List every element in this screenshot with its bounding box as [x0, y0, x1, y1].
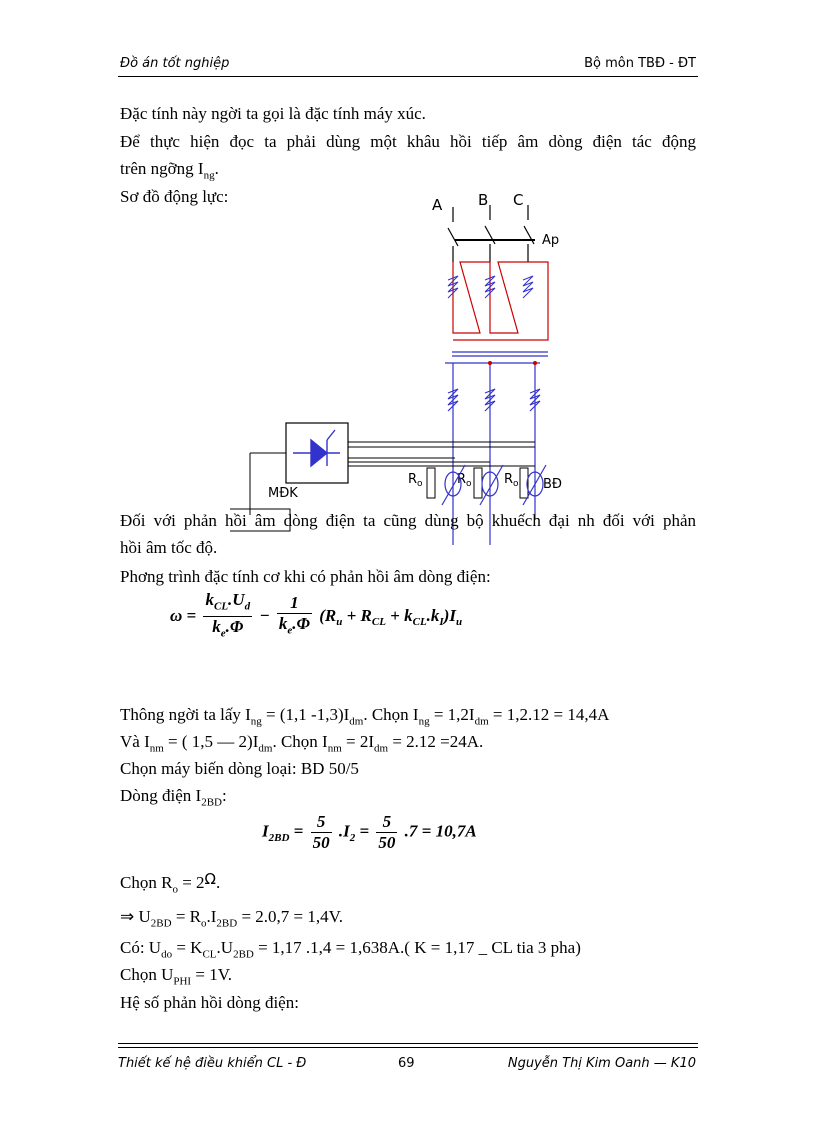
calc-line-4: Dòng điện $I_{2BD}$: [120, 786, 227, 809]
calc-line-3: Chọn máy biến dòng loại: BD 50/5 [120, 759, 359, 778]
calc-line-8: Chọn $U_{PHI} = 1V$. [120, 965, 233, 988]
formula-i2bd: $I_{2BD}$ = $\frac{5}{50}$ $.I_2$ = $\frac{5}{50}$ .7 = 10,7A [262, 812, 477, 852]
ct-label: BĐ [543, 477, 562, 492]
footer-rule-bottom [118, 1047, 698, 1048]
text-line-1: Đặc tính này ngời ta gọi là đặc tính máy xúc. [120, 104, 426, 123]
phase-a-label: A [432, 196, 443, 214]
breaker-label: Ap [542, 233, 560, 248]
header-right: Bộ môn TBĐ - ĐT [584, 56, 696, 71]
text-line-2: Để thực hiện đọc ta phải dùng một khâu hồi tiếp âm dòng điện tác động [120, 132, 696, 151]
text-line-3: trên ngỡng $I_{ng}$. [120, 159, 219, 182]
header-rule [118, 76, 698, 77]
transformer-primary [453, 262, 548, 340]
text-line-4: Sơ đồ động lực: [120, 187, 229, 206]
text-line-6: hồi âm tốc độ. [120, 538, 218, 557]
header-left: Đồ án tốt nghiệp [120, 56, 230, 71]
phase-c-label: C [513, 191, 524, 209]
power-circuit-diagram [230, 185, 590, 545]
resistor-label-2: $R_o$ [457, 472, 472, 489]
phase-b-label: B [478, 191, 489, 209]
calc-line-5: Chọn $R_o = 2\Omega$. [120, 870, 221, 896]
formula-characteristic: ω = $\frac{k_{CL}.U_d}{k_e.\Phi}$ − $\frac{1}{k_e.\Phi}$ $(R_u + R_{CL} + k_{CL}.k_I)I_u$ [170, 590, 463, 640]
calc-line-9: Hệ số phản hồi dòng điện: [120, 993, 299, 1012]
calc-line-7: Có: $U_{do} = K_{CL}.U_{2BD} = 1,17$ .1,4 = 1,638A.( K = 1,17 _ CL tia 3 pha) [120, 938, 581, 961]
footer-right: Nguyễn Thị Kim Oanh — K10 [507, 1056, 696, 1071]
calc-line-2: Và $I_{nm}$ = ( 1,5 — $2)I_{dm}$. Chọn $I_{nm} = 2I_{dm} = 2.12 =24A$. [120, 732, 484, 755]
text-line-7: Phơng trình đặc tính cơ khi có phản hồi âm dòng điện: [120, 567, 491, 586]
text-line-5: Đối với phản hồi âm dòng điện ta cũng dùng bộ khuếch đại nh đối với phản [120, 511, 696, 530]
resistor-label-3: $R_o$ [504, 472, 519, 489]
calc-line-1: Thông ngời ta lấy $I_{ng} = (1,1$ $-1,3)I_{dm}$. Chọn $I_{ng} = 1,2I_{dm} = 1,2.12 = 14,4A$ [120, 705, 610, 728]
footer-left: Thiết kế hệ điều khiển CL - Đ [118, 1056, 307, 1071]
resistor-label-1: $R_o$ [408, 472, 423, 489]
page-number: 69 [398, 1056, 415, 1071]
controller-label: MĐK [268, 486, 298, 501]
footer-rule-top [118, 1043, 698, 1044]
calc-line-6: ⇒ $U_{2BD} = R_o.I_{2BD} = 2.0,7 = 1,4V$. [120, 907, 343, 930]
